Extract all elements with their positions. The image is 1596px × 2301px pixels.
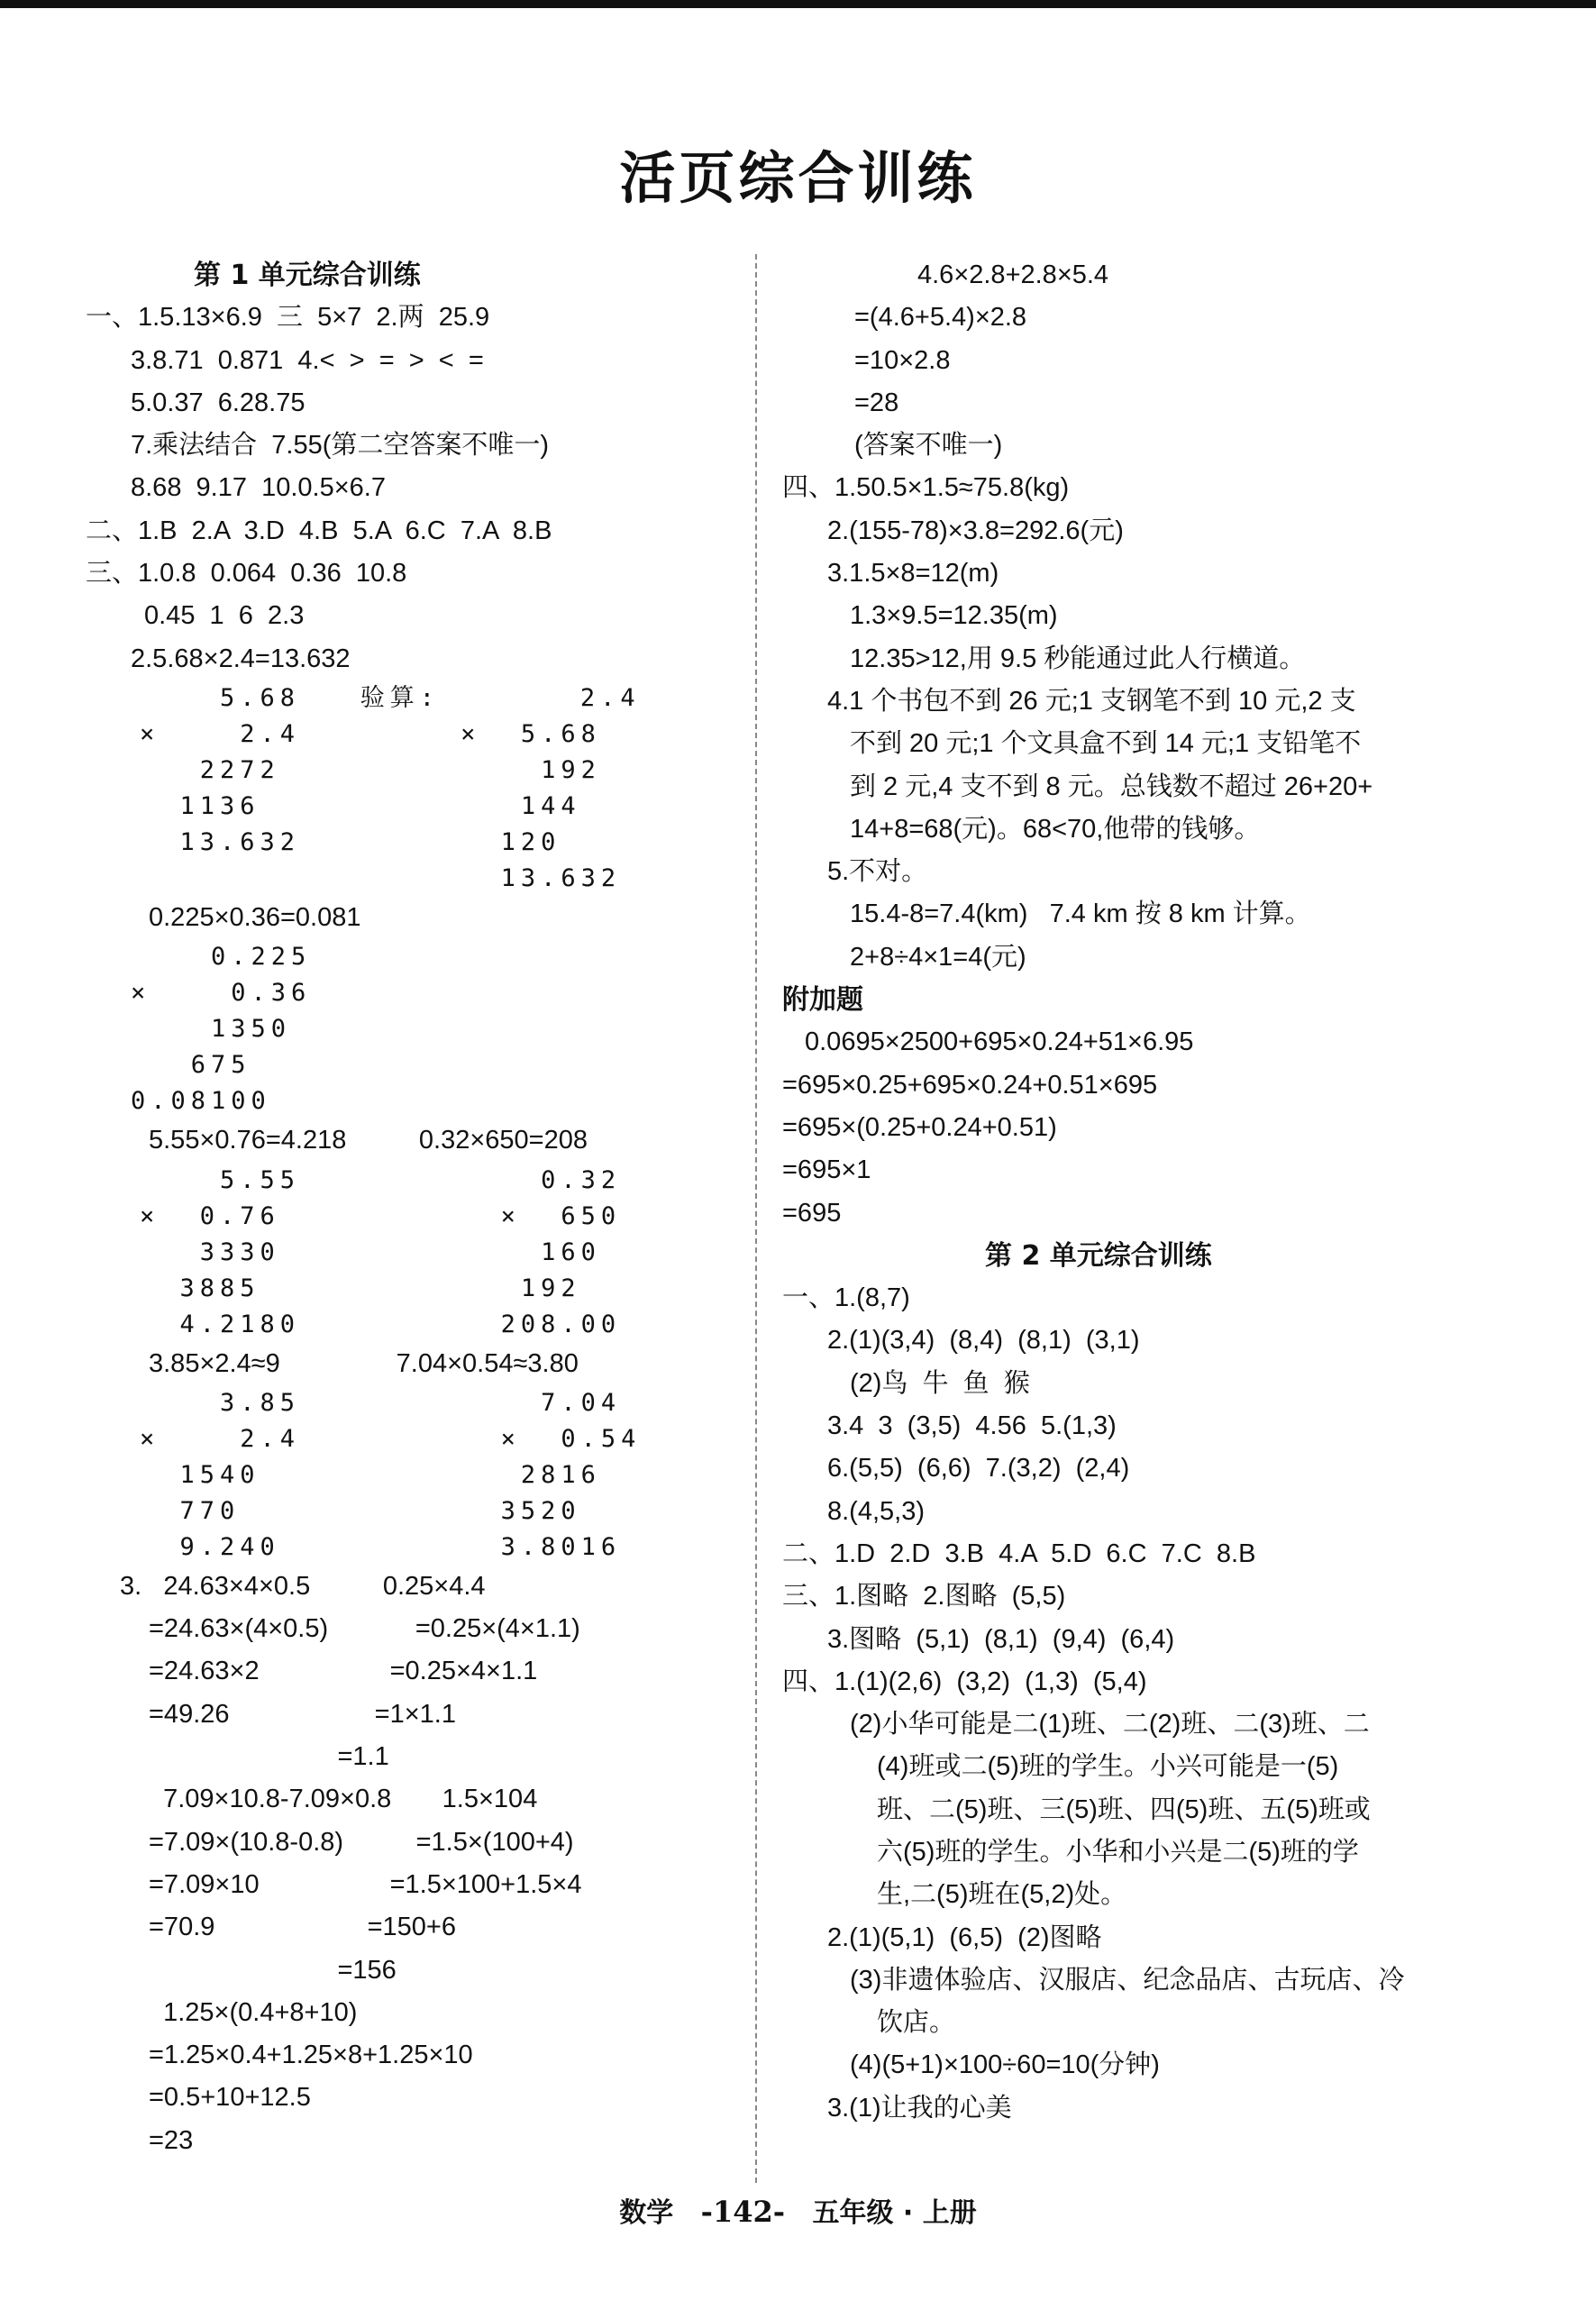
answer-line: =1.25×0.4+1.25×8+1.25×10: [149, 2041, 473, 2070]
answer-line: 3.4 3 (3,5) 4.56 5.(1,3): [827, 1411, 1117, 1441]
answer-line: 5.68 验算: 2.4: [140, 683, 641, 712]
answer-line: 5.55×0.76=4.218 0.32×650=208: [149, 1126, 588, 1155]
answer-line: =156: [149, 1955, 397, 1985]
answer-line: 1350: [131, 1015, 292, 1044]
answer-line: 5.不对。: [827, 857, 928, 887]
section-heading: 第 2 单元综合训练: [985, 1239, 1212, 1272]
answer-line: 四、1.50.5×1.5≈75.8(kg): [782, 473, 1070, 503]
answer-line: 9.240 3.8016: [140, 1532, 622, 1561]
answer-line: =28: [854, 388, 899, 417]
answer-line: (2)小华可能是二(1)班、二(2)班、二(3)班、二: [850, 1710, 1370, 1739]
answer-line: 13.632: [140, 863, 622, 892]
answer-line: 班、二(5)班、三(5)班、四(5)班、五(5)班或: [877, 1794, 1371, 1824]
answer-line: 5.55 0.32: [140, 1165, 622, 1194]
answer-line: 7.乘法结合 7.55(第二空答案不唯一): [131, 431, 550, 461]
answer-line: =70.9 =150+6: [149, 1913, 456, 1942]
answer-line: =24.63×(4×0.5) =0.25×(4×1.1): [149, 1614, 580, 1644]
answer-line: 675: [131, 1051, 251, 1080]
page-title: 活页综合训练: [619, 145, 977, 211]
answer-line: × 2.4 × 0.54: [140, 1424, 642, 1453]
answer-line: 1136 144: [140, 791, 581, 820]
answer-line: 一、1.5.13×6.9 三 5×7 2.两 25.9: [86, 303, 490, 333]
left-column: [86, 254, 734, 2162]
answer-line: 5.0.37 6.28.75: [131, 388, 306, 417]
answer-line: 3.85 7.04: [140, 1388, 622, 1417]
answer-line: 14+8=68(元)。68<70,他带的钱够。: [850, 814, 1261, 844]
answer-line: 0.225×0.36=0.081: [149, 902, 361, 932]
answer-line: 4.6×2.8+2.8×5.4: [917, 260, 1109, 289]
answer-line: 8.(4,5,3): [827, 1496, 925, 1526]
answer-line: =695: [782, 1198, 842, 1228]
answer-line: =24.63×2 =0.25×4×1.1: [149, 1657, 538, 1686]
answer-line: 1.25×(0.4+8+10): [149, 1997, 358, 2027]
answer-line: 0.0695×2500+695×0.24+51×6.95: [805, 1027, 1194, 1057]
answer-line: 2.5.68×2.4=13.632: [131, 644, 351, 673]
page-number: -142-: [700, 2195, 786, 2229]
answer-line: 0.225: [131, 943, 312, 972]
answer-line: 3. 24.63×4×0.5 0.25×4.4: [120, 1571, 486, 1601]
answer-line: 2+8÷4×1=4(元): [850, 942, 1026, 972]
answer-line: 3.1.5×8=12(m): [827, 559, 999, 589]
answer-line: (4)(5+1)×100÷60=10(分钟): [850, 2050, 1160, 2080]
answer-line: 2.(155-78)×3.8=292.6(元): [827, 516, 1124, 545]
answer-line: 4.2180 208.00: [140, 1310, 622, 1338]
answer-line: 6.(5,5) (6,6) 7.(3,2) (2,4): [827, 1454, 1130, 1484]
answer-line: =695×0.25+695×0.24+0.51×695: [782, 1070, 1158, 1100]
answer-line: 1540 2816: [140, 1460, 601, 1489]
answer-line: × 2.4 × 5.68: [140, 719, 601, 748]
answer-line: (答案不唯一): [854, 431, 1003, 461]
answer-line: =23: [149, 2125, 194, 2155]
footer-subject: 数学: [619, 2197, 674, 2229]
answer-line: × 0.76 × 650: [140, 1201, 622, 1230]
answer-line: =695×(0.25+0.24+0.51): [782, 1112, 1057, 1142]
top-border: [0, 0, 1596, 8]
answer-line: 3.8.71 0.871 4.< > = > < =: [131, 345, 484, 375]
answer-line: × 0.36: [131, 979, 312, 1008]
column-divider: [755, 254, 757, 2183]
answer-line: 二、1.B 2.A 3.D 4.B 5.A 6.C 7.A 8.B: [86, 516, 552, 545]
answer-line: =49.26 =1×1.1: [149, 1699, 456, 1729]
answer-line: 15.4-8=7.4(km) 7.4 km 按 8 km 计算。: [850, 899, 1311, 929]
answer-line: =695×1: [782, 1155, 871, 1185]
answer-line: =7.09×10 =1.5×100+1.5×4: [149, 1869, 582, 1899]
answer-line: 不到 20 元;1 个文具盒不到 14 元;1 支铅笔不: [850, 729, 1362, 759]
answer-line: =7.09×(10.8-0.8) =1.5×(100+4): [149, 1827, 574, 1857]
answer-line: 3.85×2.4≈9 7.04×0.54≈3.80: [149, 1348, 579, 1378]
answer-line: 2272 192: [140, 755, 601, 784]
answer-line: 六(5)班的学生。小华和小兴是二(5)班的学: [877, 1837, 1359, 1867]
answer-line: 3885 192: [140, 1274, 581, 1302]
answer-line: 四、1.(1)(2,6) (3,2) (1,3) (5,4): [782, 1666, 1147, 1696]
answer-line: 12.35>12,用 9.5 秒能通过此人行横道。: [850, 644, 1306, 673]
answer-line: 3330 160: [140, 1237, 601, 1266]
answer-line: =1.1: [149, 1742, 389, 1772]
answer-line: 3.(1)让我的心美: [827, 2093, 1012, 2123]
answer-line: 2.(1)(5,1) (6,5) (2)图略: [827, 1922, 1102, 1952]
answer-line: 2.(1)(3,4) (8,4) (8,1) (3,1): [827, 1326, 1140, 1356]
answer-line: 三、1.图略 2.图略 (5,5): [782, 1582, 1066, 1612]
answer-line: 3.图略 (5,1) (8,1) (9,4) (6,4): [827, 1624, 1175, 1654]
answer-line: 0.08100: [131, 1087, 271, 1116]
answer-line: 三、1.0.8 0.064 0.36 10.8: [86, 559, 407, 589]
section-heading: 第 1 单元综合训练: [194, 260, 421, 291]
answer-line: (2)鸟 牛 鱼 猴: [850, 1368, 1030, 1398]
answer-line: 一、1.(8,7): [782, 1283, 910, 1313]
answer-line: 二、1.D 2.D 3.B 4.A 5.D 6.C 7.C 8.B: [782, 1539, 1256, 1568]
answer-line: =10×2.8: [854, 345, 951, 375]
answer-line: (3)非遗体验店、汉服店、纪念品店、古玩店、冷: [850, 1965, 1405, 1995]
answer-line: 7.09×10.8-7.09×0.8 1.5×104: [149, 1785, 538, 1814]
page-footer: [0, 2190, 1596, 2230]
section-heading: 附加题: [782, 984, 863, 1017]
answer-line: 13.632 120: [140, 827, 561, 856]
footer-grade: 五年级 · 上册: [812, 2197, 977, 2229]
answer-line: 770 3520: [140, 1496, 581, 1525]
answer-line: =(4.6+5.4)×2.8: [854, 303, 1027, 333]
answer-line: =0.5+10+12.5: [149, 2083, 311, 2113]
answer-line: 生,二(5)班在(5,2)处。: [877, 1880, 1127, 1910]
answer-line: 8.68 9.17 10.0.5×6.7: [131, 473, 386, 503]
answer-line: 饮店。: [877, 2008, 956, 2038]
answer-line: 4.1 个书包不到 26 元;1 支钢笔不到 10 元,2 支: [827, 686, 1356, 716]
right-column: [782, 254, 1521, 2130]
answer-line: 0.45 1 6 2.3: [144, 601, 305, 631]
answer-line: (4)班或二(5)班的学生。小兴可能是一(5): [877, 1752, 1339, 1782]
answer-line: 到 2 元,4 支不到 8 元。总钱数不超过 26+20+: [850, 772, 1373, 801]
answer-line: 1.3×9.5=12.35(m): [850, 601, 1058, 631]
